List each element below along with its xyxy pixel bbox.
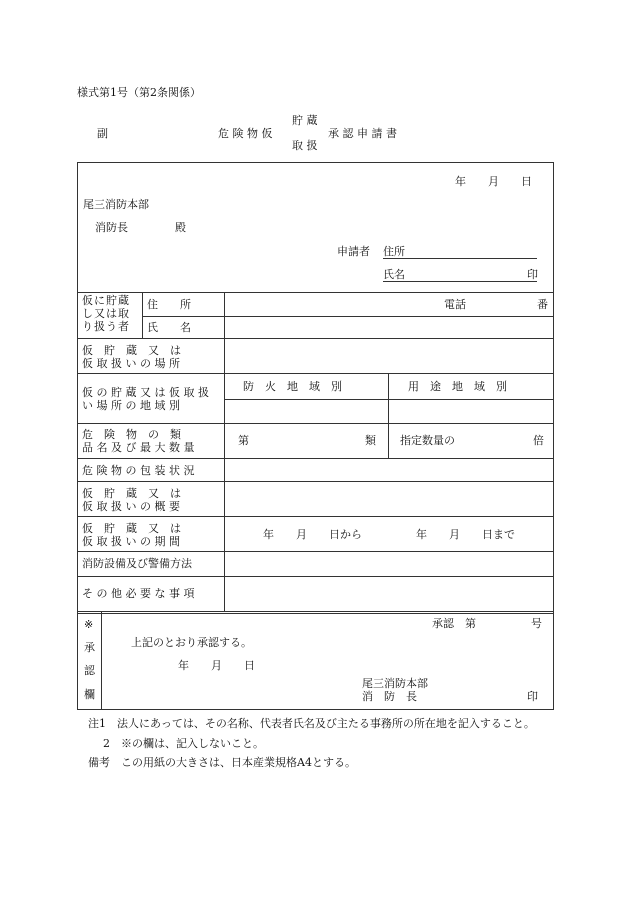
rule-pack-top (77, 458, 554, 459)
person-label-line3: り扱う者 (82, 320, 130, 333)
approval-statement: 上記のとおり承認する。 (131, 636, 252, 649)
note-2: 2 ※の欄は、記入しないこと。 (103, 737, 264, 750)
approval-mark: ※ (84, 618, 94, 631)
honorific: 殿 (175, 221, 186, 234)
hazmat-label-line2: 品 名 及 び 最 大 数 量 (82, 441, 195, 454)
remarks: 備考 この用紙の大きさは、日本産業規格A4とする。 (88, 756, 356, 769)
approval-seal: 印 (527, 690, 538, 703)
period-label-line2: 仮 取 扱 い の 期 間 (82, 535, 180, 548)
rule-approval-divider (101, 611, 102, 710)
person-name-label: 氏 名 (147, 321, 191, 334)
note-1: 注1 法人にあっては、その名称、代表者氏名及び主たる事務所の所在地を記入すること。 (88, 717, 535, 730)
person-address-label: 住 所 (147, 298, 191, 311)
rule-place-top (77, 338, 554, 339)
rule-person-mid (142, 316, 554, 317)
approval-office: 尾三消防本部 (362, 677, 428, 690)
applicant-address-field[interactable]: 住所 (383, 245, 537, 259)
chief-title: 消防長 (95, 221, 128, 234)
designated-quantity-label: 指定数量の (400, 434, 455, 447)
approval-vertical-3: 欄 (84, 688, 95, 701)
other-label: そ の 他 必 要 な 事 項 (82, 587, 195, 600)
rule-period-top (77, 516, 554, 517)
rule-label-divider (224, 292, 225, 611)
rule-area-mid (224, 399, 554, 400)
packaging-label: 危 険 物 の 包 装 状 況 (82, 464, 195, 477)
rule-area-top (77, 373, 554, 374)
person-label-line1: 仮に貯蔵 (82, 294, 130, 307)
title-upper: 貯 蔵 (292, 114, 318, 127)
place-label-line2: 仮 取 扱 い の 場 所 (82, 357, 180, 370)
fire-equipment-label: 消防設備及び警備方法 (82, 557, 192, 570)
approval-vertical-1: 承 (84, 641, 95, 654)
area-label-line1: 仮 の 貯 蔵 又 は 仮 取 扱 (82, 386, 209, 399)
rule-overview-top (77, 481, 554, 482)
period-to: 年 月 日まで (416, 528, 515, 541)
hazmat-label-line1: 危 険 物 の 類 (82, 428, 181, 441)
rule-person-top (77, 292, 554, 293)
person-label-line2: し又は取 (82, 307, 130, 320)
rule-approval-top (77, 611, 554, 614)
approval-vertical-2: 認 (84, 664, 95, 677)
class-prefix: 第 (238, 434, 249, 447)
overview-label-line1: 仮 貯 蔵 又 は (82, 487, 181, 500)
phone-label: 電話 (444, 298, 466, 311)
rule-hazmat-top (77, 423, 554, 424)
approval-chief: 消 防 長 (362, 690, 417, 703)
office-name: 尾三消防本部 (83, 198, 149, 211)
rule-zone-divider (388, 373, 389, 458)
rule-person-sub-divider (142, 292, 143, 338)
rule-equipment-top (77, 551, 554, 552)
approval-number: 承認 第 号 (432, 617, 542, 630)
seal-mark: 印 (527, 268, 538, 281)
title-prefix: 危 険 物 仮 (218, 127, 273, 140)
fire-zone-label: 防 火 地 域 別 (243, 380, 342, 393)
class-suffix: 類 (365, 434, 376, 447)
applicant-name-field[interactable]: 氏名 (383, 268, 537, 282)
form-number: 様式第1号（第2条関係） (77, 86, 201, 99)
use-zone-label: 用 途 地 域 別 (408, 380, 507, 393)
copy-mark: 副 (97, 127, 108, 140)
place-label-line1: 仮 貯 蔵 又 は (82, 344, 181, 357)
times-label: 倍 (533, 434, 544, 447)
period-label-line1: 仮 貯 蔵 又 は (82, 522, 181, 535)
phone-suffix: 番 (537, 298, 548, 311)
title-suffix: 承 認 申 請 書 (328, 127, 397, 140)
rule-other-top (77, 576, 554, 577)
applicant-label: 申請者 (337, 245, 370, 258)
title-lower: 取 扱 (292, 139, 318, 152)
overview-label-line2: 仮 取 扱 い の 概 要 (82, 500, 180, 513)
period-from: 年 月 日から (263, 528, 362, 541)
application-date: 年 月 日 (455, 175, 532, 188)
area-label-line2: い 場 所 の 地 域 別 (82, 399, 180, 412)
approval-date: 年 月 日 (178, 659, 255, 672)
